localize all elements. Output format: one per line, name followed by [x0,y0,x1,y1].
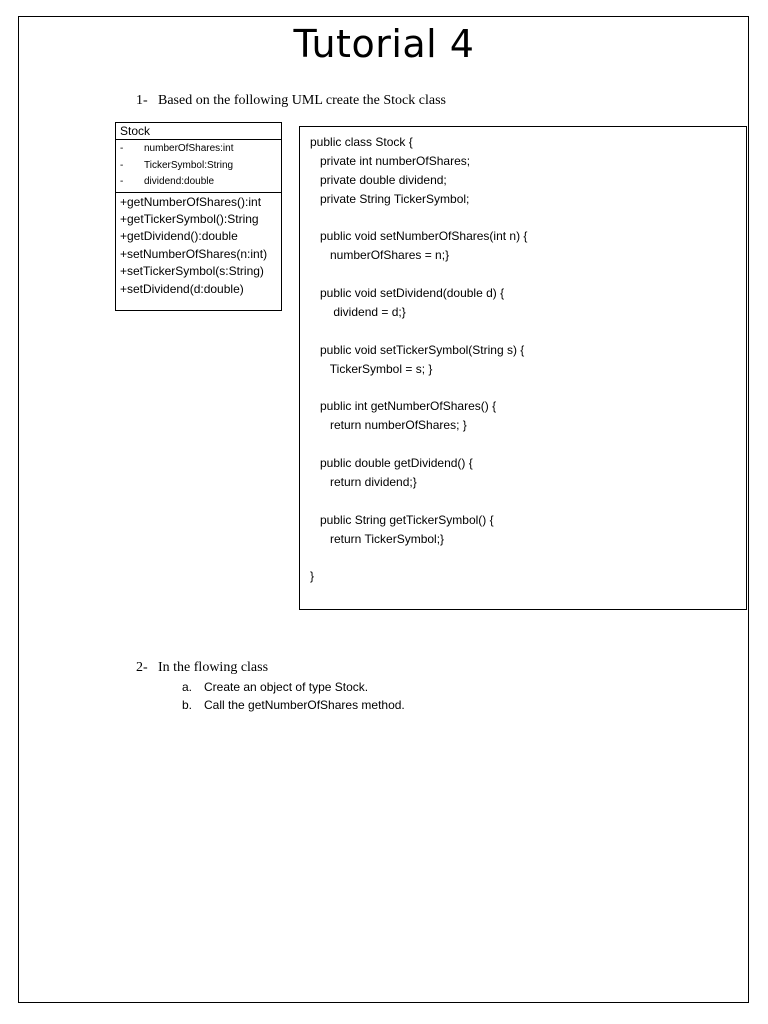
code-line [310,265,746,284]
uml-attribute-marker: - [120,176,124,187]
code-line: private String TickerSymbol; [310,191,470,206]
uml-attribute [116,158,281,175]
uml-attribute [116,141,281,158]
uml-method: +getTickerSymbol():String [120,211,259,226]
uml-attribute-text: dividend:double [144,176,215,187]
code-line [310,209,746,228]
question-1 [136,92,446,110]
uml-class-diagram [115,122,282,311]
code-line [310,492,746,511]
code-line: private int numberOfShares; [310,153,471,168]
uml-method: +setNumberOfShares(n:int) [120,246,268,261]
code-line: public double getDividend() { [310,456,473,471]
question-2-text: In the flowing class [158,660,269,675]
code-line: public int getNumberOfShares() { [310,399,497,414]
code-line [310,322,746,341]
uml-class-name: Stock [116,123,281,140]
code-line: public void setDividend(double d) { [310,286,505,301]
uml-methods [116,193,281,298]
question-2 [136,659,268,677]
code-line: public void setTickerSymbol(String s) { [310,342,525,357]
code-line: public void setNumberOfShares(int n) { [310,229,528,244]
question-1-text: Based on the following UML create the Stock class [158,93,446,108]
page-title: Tutorial 4 [293,22,475,66]
code-line: numberOfShares = n;} [310,248,450,263]
uml-method: +setTickerSymbol(s:String) [120,264,264,279]
code-line [310,549,746,568]
uml-attribute [116,174,281,191]
question-2-number: 2- [136,660,148,675]
item-text: Call the getNumberOfShares method. [204,698,405,712]
code-line: public String getTickerSymbol() { [310,512,494,527]
code-line: public class Stock { [310,135,413,149]
code-line: dividend = d;} [310,305,406,320]
code-block [299,126,747,610]
uml-attribute-text: numberOfShares:int [144,143,234,154]
uml-method: +setDividend(d:double) [120,281,244,296]
question-2-item [182,697,405,713]
code-line: return TickerSymbol;} [310,531,445,546]
question-2-item [182,679,368,695]
question-1-number: 1- [136,93,148,108]
item-letter: a. [182,680,193,694]
uml-method: +getNumberOfShares():int [120,194,262,209]
code-line [310,379,746,398]
code-line: } [310,569,315,584]
uml-attribute-marker: - [120,159,124,171]
item-text: Create an object of type Stock. [204,680,369,694]
code-line: TickerSymbol = s; } [310,361,433,376]
uml-attribute-marker: - [120,143,124,154]
code-line: return numberOfShares; } [310,418,467,433]
code-line [310,435,746,454]
item-letter: b. [182,698,193,712]
uml-attribute-text: TickerSymbol:String [144,159,234,171]
uml-attributes [116,140,281,193]
code-line: private double dividend; [310,172,447,187]
code-line: return dividend;} [310,475,417,490]
uml-method: +getDividend():double [120,229,238,244]
